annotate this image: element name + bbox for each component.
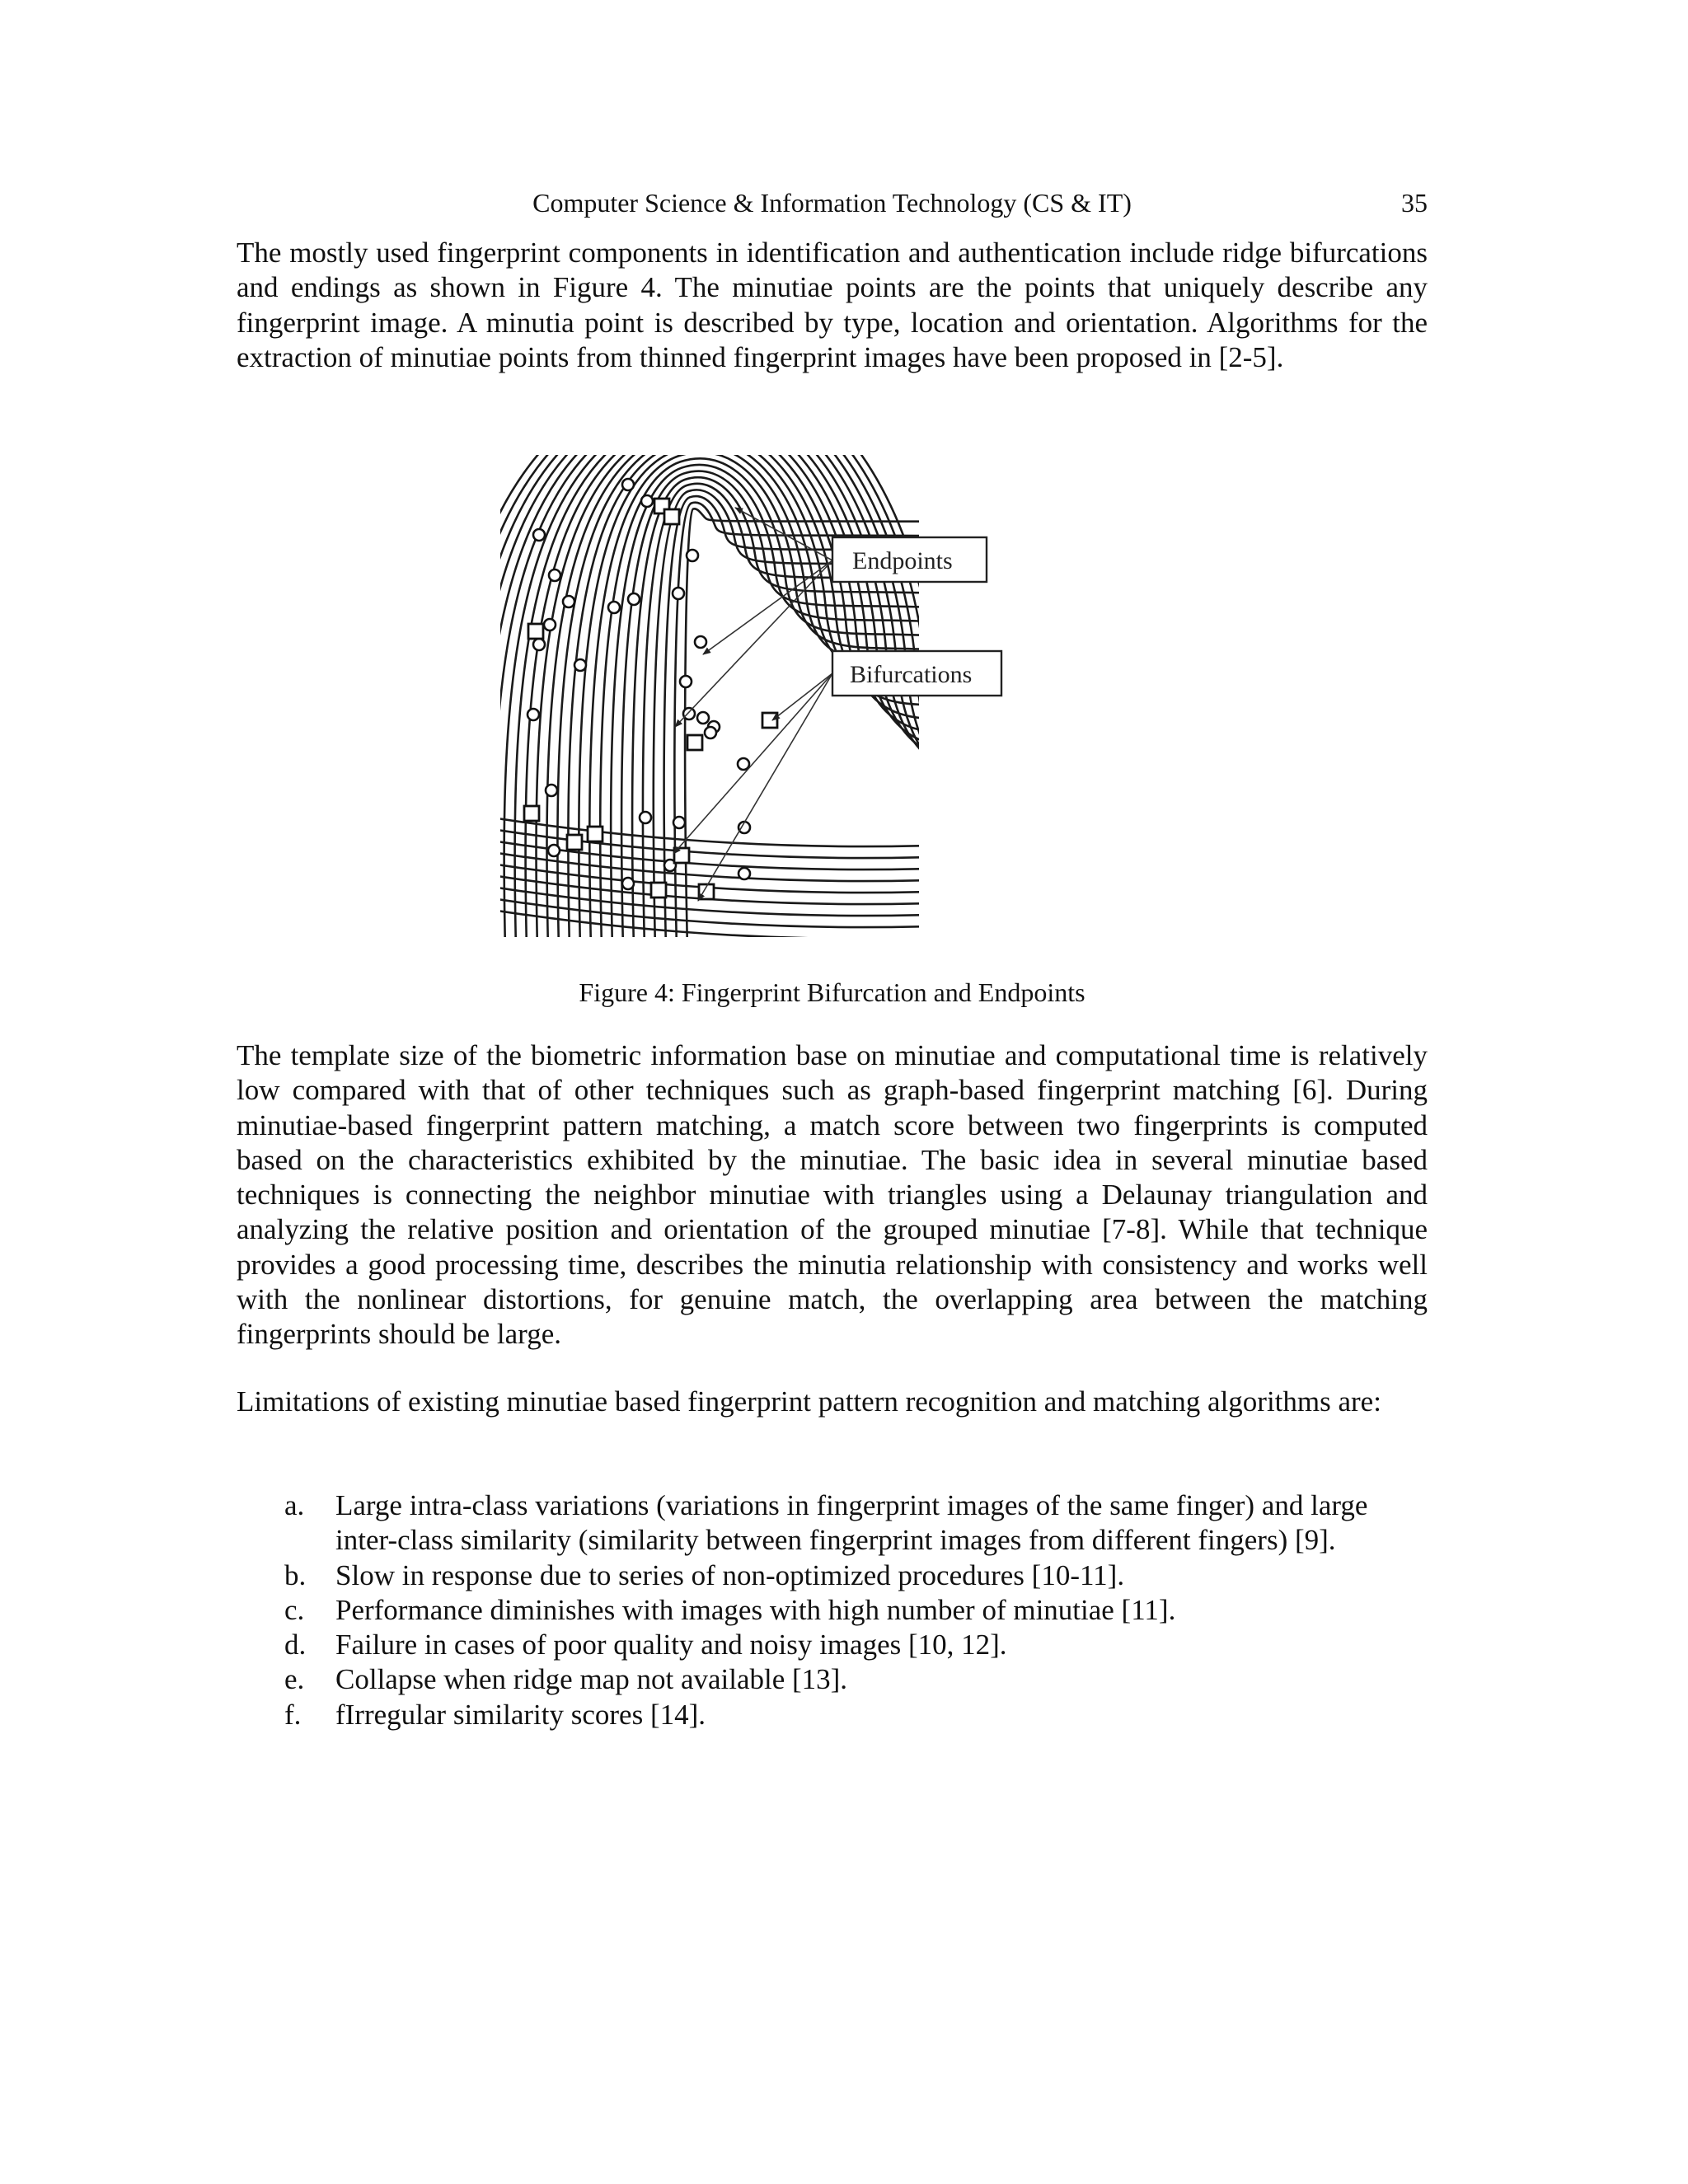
list-item-text: Large intra-class variations (variations in fingerprint images of the same finger) and large inter-class similarity (similarity between fingerprint images from different fingers) [9].: [335, 1489, 1368, 1557]
fingerprint-diagram: [500, 455, 1184, 937]
list-marker: e.: [284, 1663, 305, 1696]
figure-caption: Figure 4: Fingerprint Bifurcation and Endpoints: [579, 977, 1085, 1007]
list-item: [284, 1698, 1428, 1732]
endpoint-marker: [628, 593, 640, 605]
endpoint-marker: [640, 812, 651, 823]
list-item: [284, 1662, 1428, 1697]
endpoint-marker: [622, 878, 634, 889]
endpoint-marker: [695, 636, 706, 648]
list-item: [284, 1628, 1428, 1662]
ridge-line: [500, 818, 929, 846]
paragraph-limitations-intro: Limitations of existing minutiae based fingerprint pattern recognition and matching algorithms are:: [237, 1385, 1381, 1418]
bifurcation-marker: [664, 509, 679, 524]
bifurcation-marker: [524, 806, 539, 821]
paper-page: [237, 0, 1428, 2184]
list-marker: d.: [284, 1629, 307, 1661]
legend-endpoints-label: Endpoints: [852, 547, 953, 574]
bifurcation-marker: [687, 735, 702, 750]
endpoint-marker: [673, 588, 684, 599]
list-item: [284, 1593, 1428, 1628]
endpoint-marker: [608, 602, 620, 613]
list-marker: a.: [284, 1489, 305, 1521]
endpoint-marker: [680, 676, 692, 687]
legend-endpoints: [832, 537, 987, 582]
bifurcations-arrow-middle: [673, 673, 832, 854]
endpoint-marker: [738, 758, 749, 770]
page-number: 35: [1401, 188, 1428, 218]
ridge-line: [500, 852, 929, 881]
endpoint-marker: [549, 569, 560, 581]
bifurcations-arrow-upper: [772, 673, 832, 720]
bifurcation-marker: [588, 827, 603, 841]
endpoint-marker: [574, 659, 586, 671]
bifurcation-marker: [567, 835, 582, 850]
list-item: [284, 1488, 1428, 1558]
endpoint-marker: [544, 619, 556, 630]
endpoint-marker: [641, 495, 653, 507]
figure-fingerprint-minutiae: [500, 455, 1184, 937]
endpoint-marker: [705, 727, 716, 738]
list-marker: b.: [284, 1558, 307, 1591]
ridge-line: [500, 829, 929, 858]
limitations-list: [284, 1488, 1428, 1732]
ridge-line: [500, 841, 929, 869]
endpoint-marker: [528, 709, 539, 720]
list-item: [284, 1558, 1428, 1593]
bifurcation-marker: [762, 713, 777, 728]
endpoint-marker: [683, 708, 695, 719]
list-marker: f.: [284, 1698, 302, 1731]
endpoint-marker: [673, 817, 685, 828]
endpoint-marker: [533, 639, 545, 650]
legend-bifurcations: [832, 651, 1001, 696]
list-item-text: Slow in response due to series of non-optimized procedures [10-11].: [335, 1558, 1125, 1591]
endpoint-marker: [738, 868, 750, 879]
running-header: [237, 185, 1428, 221]
bifurcation-marker: [651, 883, 666, 898]
running-title: Computer Science & Information Technology (CS & IT): [532, 188, 1132, 218]
list-item-text: Collapse when ridge map not available [13].: [335, 1663, 848, 1696]
endpoint-marker: [563, 596, 574, 607]
bifurcation-marker: [528, 624, 543, 639]
endpoint-marker: [533, 529, 545, 541]
endpoint-marker: [687, 550, 698, 561]
endpoint-marker: [622, 479, 634, 490]
endpoint-marker: [546, 785, 557, 796]
list-item-text: fIrregular similarity scores [14].: [335, 1698, 706, 1731]
endpoint-marker: [548, 845, 560, 856]
paragraph-template-size: The template size of the biometric information base on minutiae and computational time is relatively low compared with that of other techniques such as graph-based fingerprint matching [6]. During minutiae-based fingerprint pattern matching, a match score between two fingerprints is computed based on the characteristics exhibited by the minutiae. The basic idea in several minutiae based techniques is connecting the neighbor minutiae with triangles using a Delaunay triangulation and analyzing the relative position and orientation of the grouped minutiae [7-8]. While that technique provides a good processing time, describes the minutia relationship with consistency and works well with the nonlinear distortions, for genuine match, the overlapping area between the matching fingerprints should be large.: [237, 1039, 1428, 1351]
list-item-text: Performance diminishes with images with high number of minutiae [11].: [335, 1593, 1176, 1626]
ridge-line: [500, 898, 929, 927]
list-item-text: Failure in cases of poor quality and noisy images [10, 12].: [335, 1629, 1007, 1661]
endpoint-marker: [697, 712, 709, 724]
paragraph-minutiae-components: The mostly used fingerprint components in identification and authentication include ridge bifurcations and endings as shown in Figure 4. The minutiae points are the points that uniquely describe any fingerprint image. A minutia point is described by type, location and orientation. Algorithms for the extraction of minutiae points from thinned fingerprint images have been proposed in [2-5].: [237, 237, 1428, 373]
list-marker: c.: [284, 1593, 305, 1626]
legend-bifurcations-label: Bifurcations: [850, 661, 973, 688]
